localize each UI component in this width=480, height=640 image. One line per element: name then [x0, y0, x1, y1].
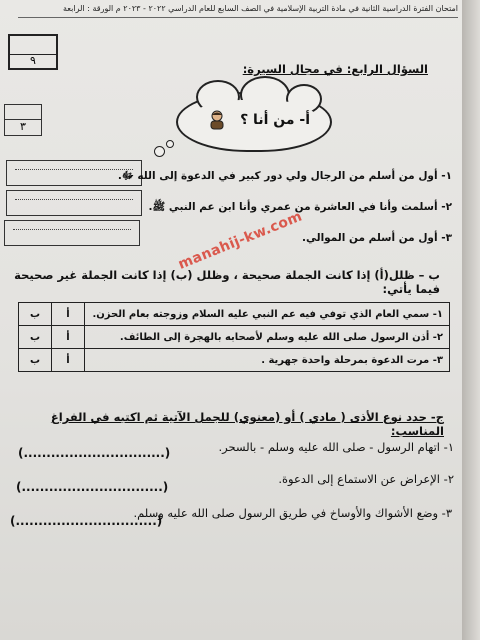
- statement-cell: ١- سمي العام الذي توفي فيه عم النبي عليه السلام وزوجته بعام الحزن.: [85, 303, 450, 326]
- harm-blank-2[interactable]: (...............................): [16, 480, 169, 494]
- answer-box-3[interactable]: [4, 220, 140, 246]
- who-am-i-cloud: [176, 92, 332, 152]
- harm-blank-3[interactable]: (...............................): [10, 514, 163, 528]
- part-c-instruction: ج- حدد نوع الأذى ( مادي ) أو (معنوي) للجمل الآتية ثم اكتبه في الفراغ المناسب:: [50, 410, 444, 438]
- who-am-i-label: أ- من أنا ؟: [240, 112, 310, 128]
- grade-value: ٣: [20, 120, 26, 133]
- underlying-paper-edge: [462, 0, 480, 640]
- who-am-i-item-2: ٢- أسلمت وأنا في العاشرة من عمري وأنا ابن عم النبي ﷺ.: [148, 201, 452, 213]
- watermark: manahij-kw.com: [176, 208, 305, 273]
- score-box: [8, 34, 58, 70]
- answer-box-2[interactable]: [6, 190, 142, 216]
- harm-item-1: ١- اتهام الرسول - صلى الله عليه وسلم - بالسحر.: [218, 440, 454, 454]
- option-a[interactable]: أ: [52, 326, 85, 349]
- thinking-person-icon: [208, 110, 226, 130]
- part-b-instruction: ب – ظلل(أ) إذا كانت الجملة صحيحة ، وظلل (ب) إذا كانت الجملة غير صحيحة فيما يأتي:: [14, 268, 440, 296]
- harm-item-3: ٣- وضع الأشواك والأوساخ في طريق الرسول صلى الله عليه وسلم.: [133, 506, 452, 520]
- true-false-table: [18, 302, 450, 372]
- table-row: [19, 349, 450, 372]
- option-a[interactable]: أ: [52, 349, 85, 372]
- grade-box: [4, 104, 42, 136]
- who-am-i-item-3: ٣- أول من أسلم من الموالي.: [302, 232, 452, 244]
- harm-item-2: ٢- الإعراض عن الاستماع إلى الدعوة.: [278, 472, 454, 486]
- question4-title: السؤال الرابع: في مجال السيرة:: [242, 62, 428, 76]
- option-b[interactable]: ب: [19, 349, 52, 372]
- option-b[interactable]: ب: [19, 326, 52, 349]
- statement-cell: ٣- مرت الدعوة بمرحلة واحدة جهرية .: [85, 349, 450, 372]
- score-value: ٩: [30, 54, 36, 67]
- exam-header: امتحان الفترة الدراسية الثانية في مادة التربية الإسلامية في الصف السابع للعام الدراسي ٢٠٢٢ - ٢٠٢٣ م الورقة : الرابعة: [18, 3, 458, 18]
- option-a[interactable]: أ: [52, 303, 85, 326]
- statement-cell: ٢- أذن الرسول صلى الله عليه وسلم لأصحابه بالهجرة إلى الطائف.: [85, 326, 450, 349]
- table-row: [19, 303, 450, 326]
- who-am-i-item-1: ١- أول من أسلم من الرجال ولي دور كبير في الدعوة إلى الله ﷻ.: [117, 170, 452, 182]
- option-b[interactable]: ب: [19, 303, 52, 326]
- table-row: [19, 326, 450, 349]
- harm-blank-1[interactable]: (...............................): [18, 446, 171, 460]
